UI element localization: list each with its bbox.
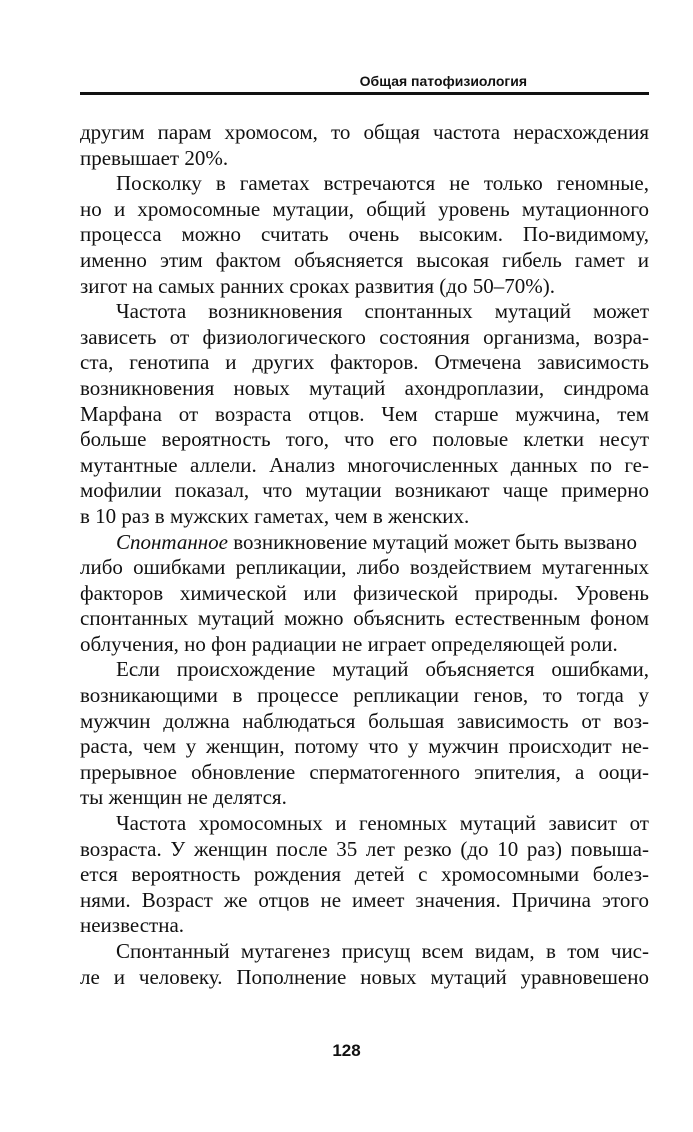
text-line: возникающими в процессе репликации генов, то тогда у (80, 683, 649, 708)
header-rule (80, 92, 649, 95)
text-line: мофилии показал, что мутации возникают чаще примерно (80, 478, 649, 503)
text-line: Посколку в гаметах встречаются не только геномные, (116, 171, 649, 196)
italic-term: Спонтанное (116, 529, 229, 554)
text-line: другим парам хромосом, то общая частота нерасхождения (80, 120, 649, 144)
paragraph-7 (80, 939, 649, 990)
text-line: облучения, но фон радиации не играет определяющей роли. (80, 631, 618, 656)
paragraph-2 (80, 171, 649, 299)
running-header (80, 72, 649, 96)
page-number: 128 (332, 1041, 361, 1060)
text-line: раста, чем у женщин, потому что у мужчин происходит не- (80, 734, 649, 759)
text-line: Марфана от возраста отцов. Чем старше мужчина, тем (80, 401, 649, 426)
text-line: процесса можно считать очень высоким. По-видимому, (80, 222, 649, 247)
paragraph-3 (80, 299, 649, 529)
text-line: либо ошибками репликации, либо воздействием мутагенных (80, 555, 649, 580)
text-line: спонтанных мутаций можно объяснить естественным фоном (80, 606, 649, 631)
text-line: факторов химической или физической природы. Уровень (80, 580, 649, 605)
paragraph-4 (80, 530, 649, 658)
text-line: возникновения новых мутаций ахондроплазии, синдрома (80, 375, 649, 400)
text-run: возникновение мутаций может быть вызвано (228, 529, 637, 554)
text-line: Спонтанный мутагенез присущ всем видам, в том чис- (116, 939, 649, 963)
text-line: Если происхождение мутаций объясняется ошибками, (116, 657, 649, 682)
text-line: именно этим фактом объясняется высокая гибель гамет и (80, 247, 649, 272)
paragraph-5 (80, 657, 649, 811)
text-line: ле и человеку. Пополнение новых мутаций уравновешено (80, 964, 649, 989)
text-line: Частота хромосомных и геномных мутаций зависит от (116, 811, 649, 836)
text-line: ты женщин не делятся. (80, 785, 287, 810)
text-line: неизвестна. (80, 913, 185, 938)
text-line: возраста. У женщин после 35 лет резко (до 10 раз) повыша- (80, 836, 649, 861)
body-text (80, 120, 649, 990)
text-line: больше вероятность того, что его половые клетки несут (80, 427, 649, 452)
text-line: в 10 раз в мужских гаметах, чем в женских. (80, 503, 470, 528)
paragraph-6 (80, 811, 649, 939)
text-line: ется вероятность рождения детей с хромосомными болез- (80, 862, 649, 887)
running-title: Общая патофизиология (359, 73, 527, 89)
text-line (80, 530, 649, 556)
paragraph-1 (80, 120, 649, 171)
text-line: превышает 20%. (80, 145, 229, 170)
text-line: мужчин должна наблюдаться большая зависимость от воз- (80, 708, 649, 733)
text-line: мутантные аллели. Анализ многочисленных данных по ге- (80, 452, 649, 477)
text-line: зигот на самых ранних сроках развития (до 50–70%). (80, 273, 555, 298)
text-line: прерывное обновление сперматогенного эпителия, а ооци- (80, 759, 649, 784)
text-line: зависеть от физиологического состояния организма, возра- (80, 324, 649, 349)
text-line: ста, генотипа и других факторов. Отмечена зависимость (80, 350, 649, 375)
text-line: Частота возникновения спонтанных мутаций может (116, 299, 649, 324)
text-line: но и хромосомные мутации, общий уровень мутационного (80, 196, 649, 221)
text-line: нями. Возраст же отцов не имеет значения. Причина этого (80, 887, 649, 912)
